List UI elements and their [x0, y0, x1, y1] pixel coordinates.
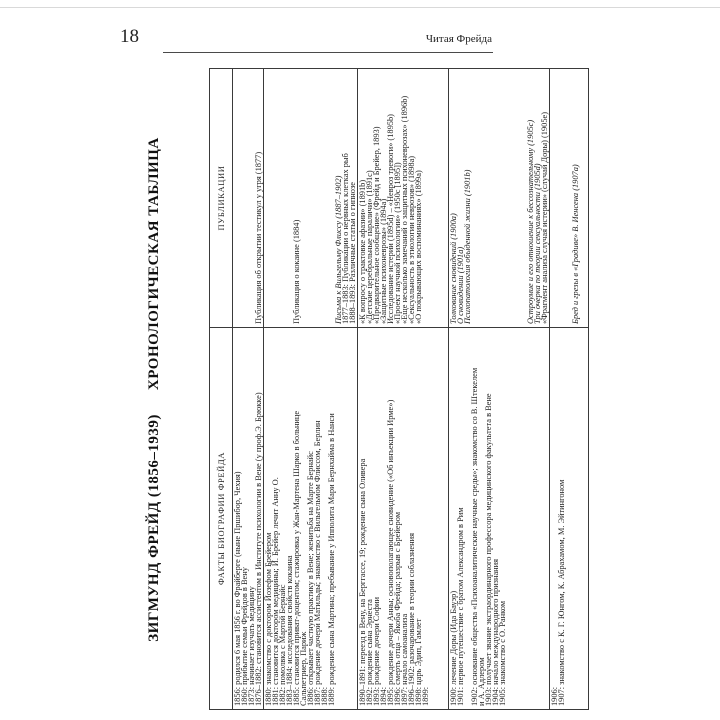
- page-header: [0, 0, 720, 60]
- table-line: 1890–1891: переезд в Вену, на Берггассе, 19; рождение сына Оливера: [358, 458, 367, 706]
- table-line: Публикация об открытии тестикул у угря (1877): [254, 151, 263, 324]
- table-line: [499, 72, 506, 324]
- table-line: Толкование сновидений (1900a): [449, 213, 458, 324]
- table-line: 1907: знакомство с К. Г. Юнгом, К. Абрахамом, М. Эйтингоном: [557, 479, 566, 706]
- table-line: 1901: первое путешествие с братом Александром в Рим: [456, 507, 465, 706]
- page-number: 18: [120, 26, 139, 47]
- table-row: [233, 69, 264, 710]
- table-line: «Еще несколько замечаний о защитных психоневрозах» (1896b): [400, 95, 409, 324]
- table-row: [449, 69, 550, 710]
- table-line: 1903: получает звание экстраординарного профессора медицинского факультета в Вене: [484, 393, 493, 706]
- table-line: 1887: рождение дочери Матильды; знакомство с Вильгельмом Флиссом, Берлин: [313, 420, 322, 706]
- table-line: 1894:: [379, 686, 388, 706]
- facts-cell: [233, 328, 264, 710]
- table-line: 1860: прибытие семьи Фрейдов в Вену: [240, 567, 249, 706]
- table-line: Письма к Вильгельму Флиссу (1887–1902): [334, 175, 343, 324]
- table-line: 1889: рождение сына Мартина; пребывание у Ипполита Мари Бернхайма в Нанси: [327, 413, 336, 706]
- table-line: [314, 72, 321, 324]
- table-line: 1882: помолвка с Мартой Бернайс: [278, 584, 287, 706]
- table-line: 1895: рождение дочери Анны; основополагающее сновидение («Об инъекции Ирме»): [386, 399, 395, 706]
- table-line: 1888–1893: Различные статьи о гипнозе: [348, 182, 357, 324]
- table-line: [485, 72, 492, 324]
- table-line: «К вопросу о трактовке афазии» (1891b): [358, 179, 367, 324]
- table-line: «Сексуальность в этиологии неврозов» (1898a): [407, 155, 416, 324]
- table-line: Исследование истерии (1895d) – «Невроз тревоги» (1895b): [386, 114, 395, 324]
- table-line: 1876–1882: становится ассистентом в Институте психологии в Вене (у проф.Э. Брюкке): [254, 392, 263, 706]
- table-line: [513, 72, 520, 324]
- table-line: Психопатология обыденной жизни (1901b): [463, 169, 472, 324]
- table-line: «Предварительное сообщение» (Фрейд и Брейер, 1893): [372, 126, 381, 324]
- table-line: Публикация о кокаине (1884): [292, 219, 301, 324]
- table-line: Бред и грезы в «Градиве» В. Иенсена (1907a): [571, 164, 580, 324]
- table-title-subtitle: ХРОНОЛОГИЧЕСКАЯ ТАБЛИЦА: [146, 137, 162, 391]
- table-line: «Фрагмент анализа случая истерии» (случай Доры) (1905e): [540, 111, 549, 324]
- table-line: [492, 72, 499, 324]
- table-row: [264, 69, 358, 710]
- table-line: 1886: открывает частную практику в Вене; женитьба на Марте Бернайс: [306, 451, 315, 706]
- table-line: «Детские церебральные параличи» (1891c): [365, 170, 374, 324]
- table-line: [300, 72, 307, 324]
- table-line: 1898: царь Эдип, Гамлет: [414, 618, 423, 706]
- publications-cell: [233, 69, 264, 328]
- table-body: [233, 69, 589, 710]
- table-title: [146, 69, 163, 710]
- table-line: 1905: знакомство с О. Ранком: [498, 600, 507, 706]
- column-header-publications: ПУБЛИКАЦИИ: [210, 69, 233, 328]
- table-line: [279, 72, 286, 324]
- table-line: 1880: знакомство с доктором Йозефом Брейером: [264, 532, 273, 706]
- table-line: Три очерка по теории сексуальности (1905d): [533, 163, 542, 324]
- publications-cell: [358, 69, 449, 328]
- table-line: 1896: смерть отца – Якоба Фрейда; разрыв с Брейером: [393, 511, 402, 706]
- table-line: [234, 72, 241, 324]
- table-line: 1888:: [320, 686, 329, 706]
- table-line: [265, 72, 272, 324]
- publications-cell: [550, 69, 589, 328]
- table-line: «Защитные психоневрозы» (1894a): [379, 198, 388, 324]
- publications-cell: [449, 69, 550, 328]
- table-line: 1877–1883: Публикации о нервных клетках рыб: [341, 153, 350, 324]
- table-line: Остроумие и его отношение к бессознательному (1905c): [526, 119, 535, 324]
- table-line: 1893: рождение дочери Софии: [372, 597, 381, 706]
- facts-cell: [550, 328, 589, 710]
- table-line: [471, 72, 478, 324]
- table-line: 1856: родился 6 мая 1856 г. во Фрайберге (ныне Пршибор, Чехия): [233, 471, 242, 706]
- table-line: «О покрывающих воспоминаниях» (1899a): [414, 170, 423, 324]
- table-line: 1902: основание общества «Психоаналитические научные среды»; знакомство со В. Штекелем: [470, 367, 479, 706]
- table-header-row: [210, 69, 233, 710]
- table-line: 1899:: [421, 686, 430, 706]
- table-line: [241, 72, 248, 324]
- table-line: 1892: рождение сына Эрнеста: [365, 599, 374, 706]
- running-title: Читая Фрейда: [425, 33, 492, 45]
- table-line: О сновидении (1901a): [456, 246, 465, 324]
- table-title-name: ЗИГМУНД ФРЕЙД (1856–1939): [146, 414, 162, 642]
- table-line: 1904: начало международного признания: [491, 559, 500, 706]
- table-line: [478, 72, 485, 324]
- table-line: 1900: лечение Доры (Ида Бауэр): [449, 590, 458, 706]
- table-row: [358, 69, 449, 710]
- table-line: [307, 72, 314, 324]
- table-line: 1896–1902: разочарование в теории соблазнения: [407, 533, 416, 706]
- chronology-table: [209, 68, 589, 710]
- table-line: 1881: становится доктором медицины; Й. Брейер лечит Анну О.: [271, 477, 280, 706]
- table-line: 1873: начинает изучать медицину: [247, 586, 256, 706]
- publications-cell: [264, 69, 358, 328]
- table-line: 1885: становится приват-доцентом; стажировка у Жан-Мартена Шарко в больнице: [292, 410, 301, 706]
- facts-cell: [449, 328, 550, 710]
- table-line: и А. Адлером: [477, 657, 486, 706]
- facts-cell: [264, 328, 358, 710]
- table-line: [506, 72, 513, 324]
- table-line: 1897: начало самоанализа: [400, 613, 409, 706]
- header-rule: [163, 52, 493, 53]
- table-line: 1906:: [550, 686, 559, 706]
- table-line: 1883–1884: исследования свойств кокаина: [285, 555, 294, 706]
- table-line: Сальпетриер, Париж: [299, 631, 308, 706]
- facts-cell: [358, 328, 449, 710]
- table-line: [558, 72, 565, 324]
- table-line: «Проект научной психологии» (1950c [1895]): [393, 162, 402, 324]
- table-row: [550, 69, 589, 710]
- table-line: [321, 72, 328, 324]
- table-line: [272, 72, 279, 324]
- table-line: [551, 72, 558, 324]
- column-header-facts: ФАКТЫ БИОГРАФИИ ФРЕЙДА: [210, 328, 233, 710]
- rotated-table-block: [0, 69, 583, 710]
